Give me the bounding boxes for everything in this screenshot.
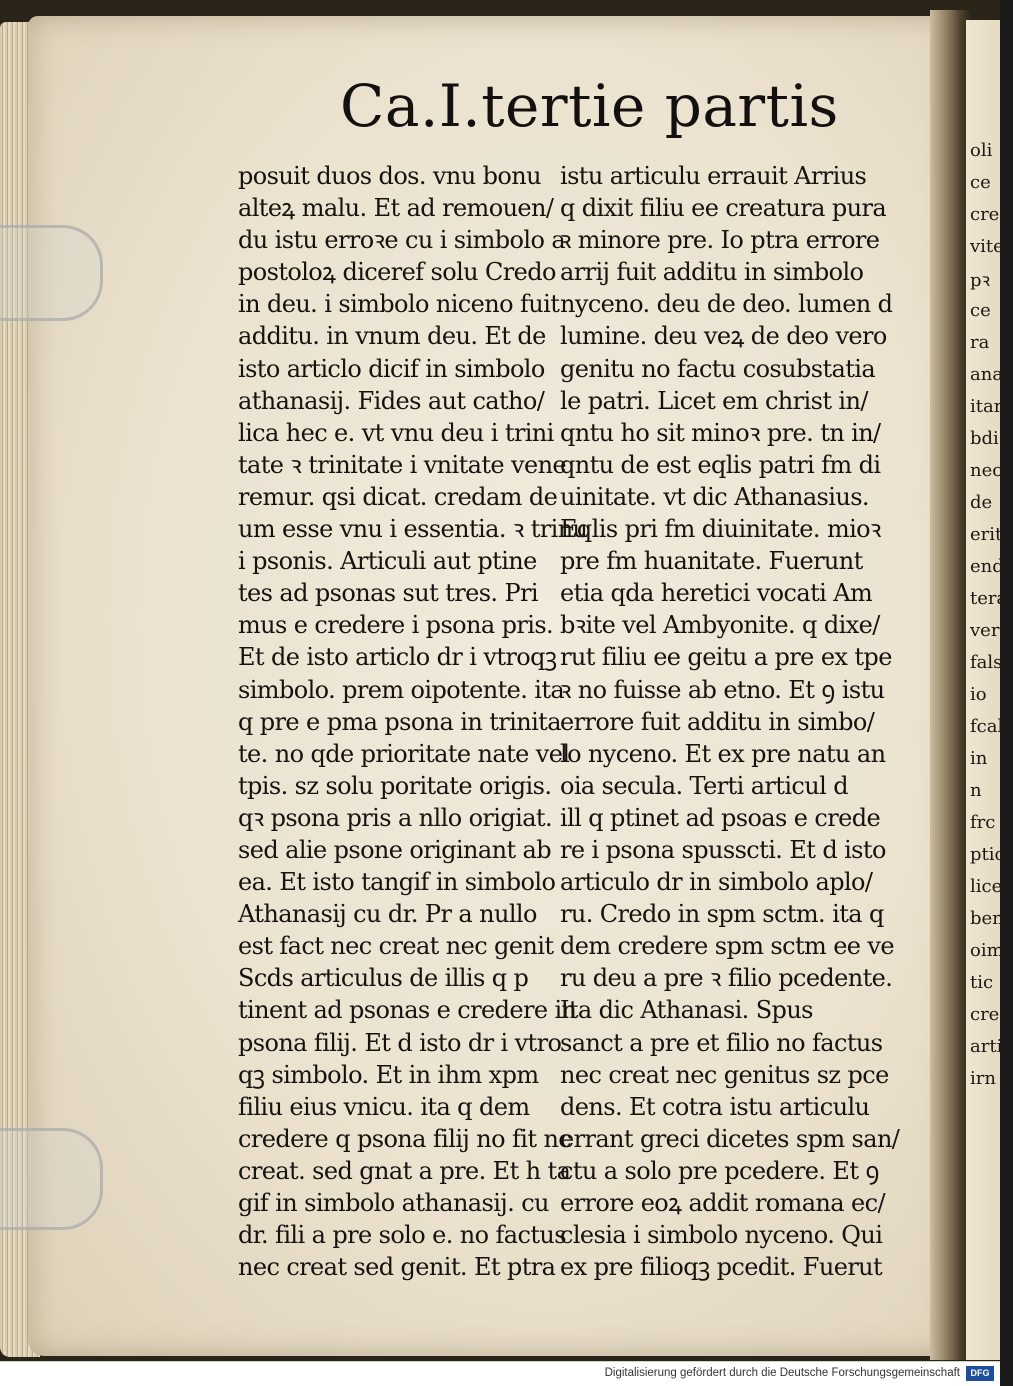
text-line: remur. qsi dicat. credam de [238,482,558,511]
text-line: te. no qde prioritate nate vel [238,739,570,768]
text-line: nyceno. deu de deo. lumen d [560,290,893,319]
text-line: clesia i simbolo nyceno. Qui [560,1221,883,1250]
next-page-fragment: bdi [970,428,999,449]
text-line: Et de isto articlo dr i vtroqꝫ [238,643,557,672]
next-page-fragment: licet [970,876,1010,897]
next-page-fragment: ra [970,332,990,353]
text-line: in deu. i simbolo niceno fuit [238,290,560,319]
text-line: genitu no factu cosubstatia [560,354,876,383]
text-line: est fact nec creat nec genit [238,932,554,961]
text-line: simbolo. prem oipotente. ita [238,675,565,704]
text-line: ea. Et isto tangif in simbolo [238,868,556,897]
text-line: lica hec e. vt vnu deu i trini [238,418,554,447]
next-page-margin [966,20,1013,1360]
next-page-fragment: falsa [970,652,1013,673]
text-line: du istu erroꝛe cu i simbolo a [238,226,566,255]
next-page-fragment: ce [970,300,991,321]
next-page-fragment: cre [970,204,1000,225]
text-line: nec creat sed genit. Et ptra [238,1253,556,1282]
text-line: dens. Et cotra istu articulu [560,1092,870,1121]
text-line: qꝛ psona pris a nllo origiat. [238,803,552,832]
next-page-fragment: cre [970,1004,1000,1025]
next-page-fragment: tic [970,972,994,993]
text-line: nec creat nec genitus sz pce [560,1060,889,1089]
text-line: psona filij. Et d isto dr i vtro [238,1028,562,1057]
text-line: gif in simbolo athanasij. cu [238,1189,549,1217]
next-page-fragment: frc [970,812,996,833]
text-line: Athanasij cu dr. Pr a nullo [238,900,537,929]
text-line: additu. in vnum deu. Et de [238,322,546,351]
next-page-fragment: vera [970,620,1011,641]
next-page-fragment: ben [970,908,1004,929]
text-line: bꝛite vel Ambyonite. q dixe/ [560,611,880,640]
footer-bar [0,1361,1000,1386]
text-line: re i psona spusscti. Et d isto [560,835,886,864]
text-line: um esse vnu i essentia. ꝛ trinu [238,515,588,544]
text-line: q dixit filiu ee creatura pura [560,194,887,223]
text-line: tinent ad psonas e credere in [238,996,577,1025]
text-line: creat. sed gnat a pre. Et h ta [238,1156,571,1185]
text-line: rut filiu ee geitu a pre ex tpe [560,643,892,672]
text-line: lumine. deu veꝝ de deo vero [560,322,887,351]
text-line: postoloꝝ diceref solu Credo [238,258,556,287]
text-line: sed alie psone originant ab [238,835,552,864]
text-line: credere q psona filij no fit nc [238,1124,572,1153]
text-line: i psonis. Articuli aut ptine [238,547,537,576]
page-clip-bottom [0,1128,103,1230]
text-column-left [238,160,588,1283]
dfg-logo-icon: DFG [966,1366,994,1381]
text-line: qntu ho sit minoꝛ pre. tn in/ [560,418,881,447]
text-line: Eqlis pri fm diuinitate. mioꝛ [560,515,881,544]
text-line: mus e credere i psona pris. [238,611,554,640]
next-page-fragment: irn [970,1068,996,1089]
next-page-fragment: in [970,748,988,769]
text-line: dem credere spm sctm ee ve [560,932,894,961]
text-line: pre fm huanitate. Fuerunt [560,547,863,576]
page-clip-top [0,225,103,321]
text-line: sanct a pre et filio no factus [560,1028,883,1057]
text-line: ꝛ no fuisse ab etno. Et ꝯ istu [560,675,885,704]
text-line: q pre e pma psona in trinita [238,707,561,736]
next-page-fragment: itar [970,396,1003,417]
text-line: oia secula. Terti articul d [560,771,848,800]
text-line: errore eoꝝ addit romana ec/ [560,1189,885,1217]
next-page-fragment: anai [970,364,1009,385]
next-page-fragment: ce [970,172,991,193]
text-line: tate ꝛ trinitate i vnitate vene [238,450,567,479]
text-line: errant greci dicetes spm san/ [560,1124,900,1153]
text-line: uinitate. vt dic Athanasius. [560,482,869,511]
text-line: arrij fuit additu in simbolo [560,258,864,287]
next-page-fragment: de [970,492,993,513]
text-line: posuit duos dos. vnu bonu [238,162,541,190]
text-line: etia qda heretici vocati Am [560,579,873,608]
text-line: isto articlo dicif in simbolo [238,354,545,383]
next-page-fragment: oim [970,940,1004,961]
next-page-fragment: nec [970,460,1003,481]
text-line: Scds articulus de illis q p [238,964,529,993]
text-line: errore fuit additu in simbo/ [560,707,875,736]
text-line: qntu de est eqlis patri fm di [560,450,881,479]
text-line: tes ad psonas sut tres. Pri [238,579,538,608]
text-line: le patri. Licet em christ in/ [560,386,868,415]
text-line: istu articulu errauit Arrius [560,162,867,190]
next-page-fragment: oli [970,140,993,161]
text-line: ctu a solo pre pcedere. Et ꝯ [560,1156,879,1185]
text-line: dr. fili a pre solo e. no factus [238,1221,566,1250]
next-page-fragment: arti [970,1036,1003,1057]
text-line: ꝛ minore pre. Io ptra errore [560,226,880,255]
text-line: ex pre filioqꝫ pcedit. Fuerut [560,1253,883,1282]
text-line: qꝫ simbolo. Et in ihm xpm [238,1060,539,1089]
text-line: Ita dic Athanasi. Spus [560,996,813,1025]
text-column-right [560,160,900,1283]
text-line: ill q ptinet ad psoas e crede [560,803,881,832]
text-line: filiu eius vnicu. ita q dem [238,1092,530,1121]
text-line: alteꝝ malu. Et ad remouen/ [238,194,554,223]
next-page-fragment: pꝛ [970,270,991,291]
text-line: articulo dr in simbolo aplo/ [560,868,873,897]
text-line: lo nyceno. Et ex pre natu an [560,739,886,768]
text-line: ru deu a pre ꝛ filio pcedente. [560,964,893,993]
text-line: tpis. sz solu poritate origis. [238,771,552,800]
footer-credit: Digitalisierung gefördert durch die Deutsche Forschungsgemeinschaft [604,1367,960,1379]
next-page-fragment: fcali [970,716,1009,737]
next-page-fragment: erit [970,524,1003,545]
page-header: Ca.I.tertie partis [340,72,839,140]
next-page-fragment: n [970,780,982,801]
next-page-fragment: io [970,684,987,705]
next-page-fragment: ptio [970,844,1006,865]
text-line: ru. Credo in spm sctm. ita q [560,900,884,929]
next-page-fragment: vite [970,236,1004,257]
next-page-fragment: tera [970,588,1008,609]
text-line: athanasij. Fides aut catho/ [238,386,545,415]
next-page-fragment: end [970,556,1004,577]
